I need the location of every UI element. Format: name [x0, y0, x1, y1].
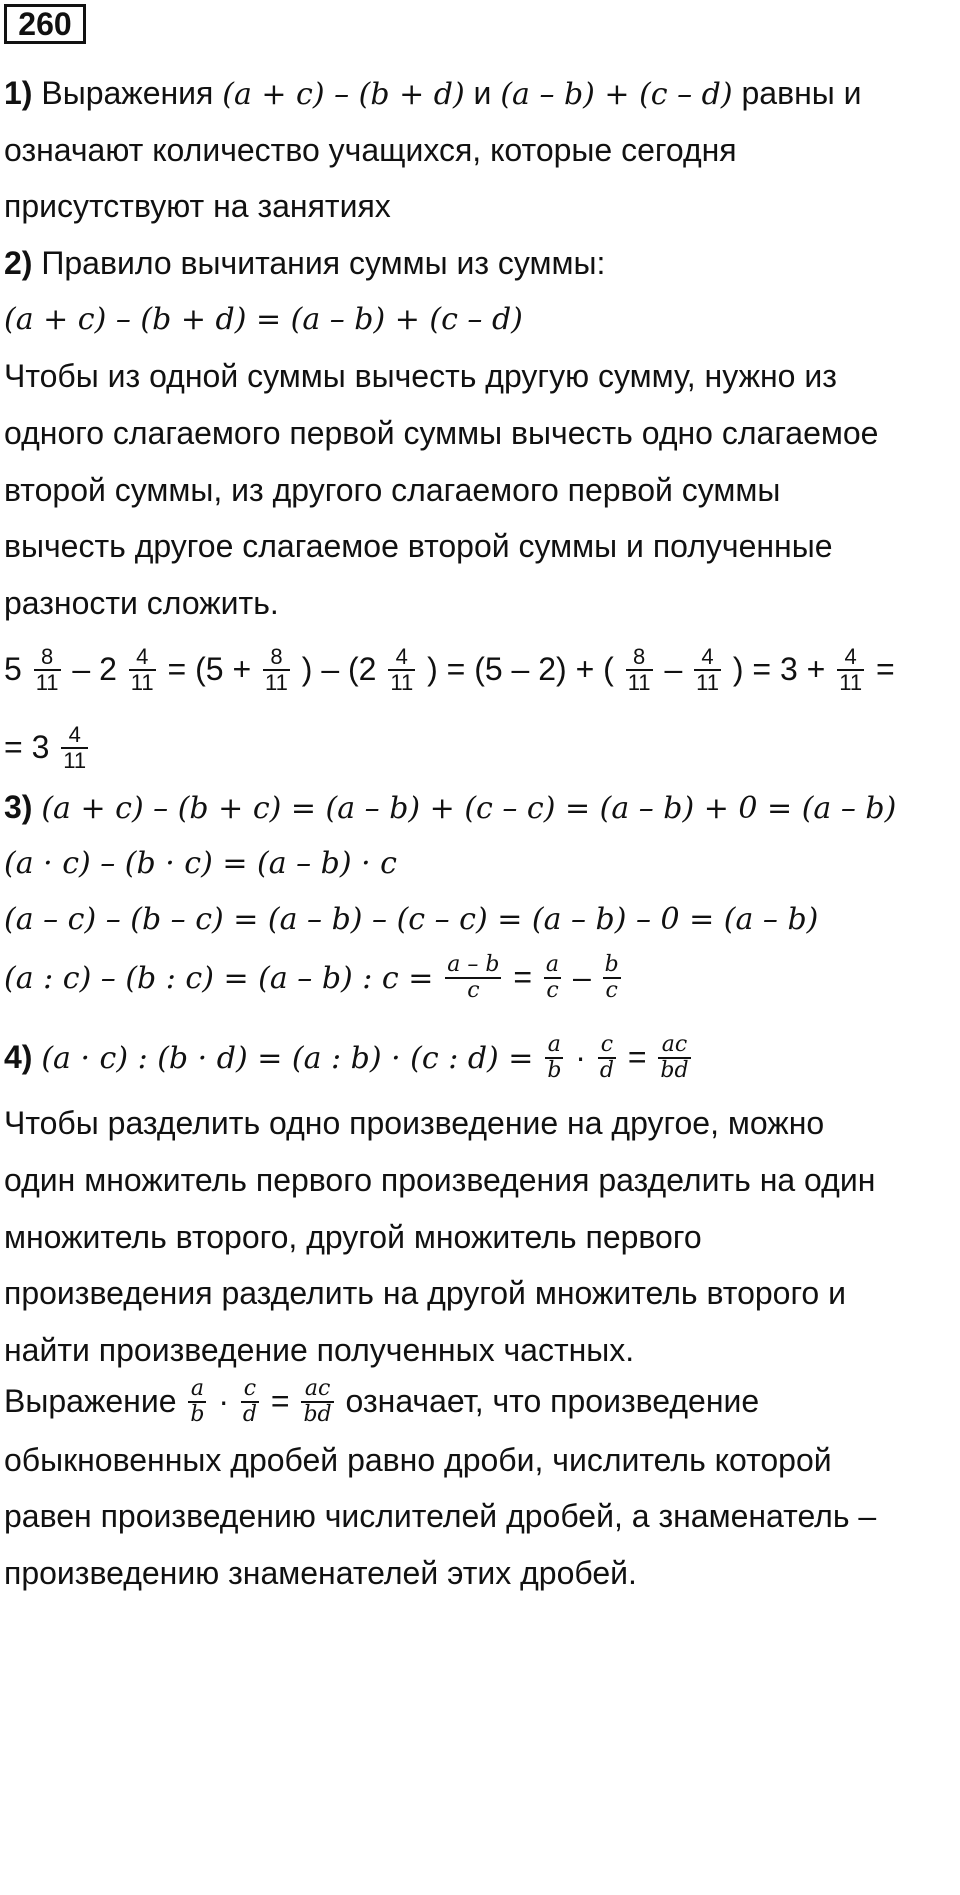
part1-expr-b: (a – b) + (c – d) — [500, 77, 733, 112]
calc-term: ) = 3 + — [732, 651, 826, 687]
part4-rule-line: произведения разделить на другой множитель второго и — [4, 1275, 846, 1311]
part1-line2: означают количество учащихся, которые сегодня — [4, 132, 737, 168]
part3-line3: (a – c) – (b – c) = (a – b) – (c – c) = (a – b) – 0 = (a – b) — [4, 902, 819, 937]
fraction: $\frac{a}{c}$ — [545, 951, 560, 1003]
fraction: $\frac{a - b}{c}$ — [447, 951, 500, 1003]
part4-expression-line — [4, 1374, 759, 1428]
part4-expr-label: Выражение — [4, 1383, 177, 1419]
part1-line3: присутствуют на занятиях — [4, 188, 391, 224]
calc-term: = — [270, 1383, 290, 1419]
part2-rule-line: Чтобы из одной суммы вычесть другую сумму, нужно из — [4, 358, 837, 394]
calc-term: = — [513, 959, 533, 995]
part4-rule-line: Чтобы разделить одно произведение на другое, можно — [4, 1105, 825, 1141]
calc-term: = (5 + — [167, 651, 252, 687]
calc-term: · — [575, 1039, 586, 1075]
calc-term: = — [875, 651, 895, 687]
fraction: $\frac{8}{11}$ — [35, 643, 59, 695]
part2-calculation — [4, 642, 895, 696]
part3-formula: (a : c) – (b : c) = (a – b) : c = — [4, 961, 434, 996]
part2-heading: Правило вычитания суммы из суммы: — [41, 245, 606, 281]
calc-term: – — [664, 651, 683, 687]
calc-term: – — [572, 959, 591, 995]
fraction: $\frac{4}{11}$ — [130, 643, 154, 695]
fraction: $\frac{ac}{bd}$ — [660, 1031, 689, 1083]
task-number: 260 — [4, 4, 86, 44]
part4-rule-line: один множитель первого произведения разделить на один — [4, 1162, 876, 1198]
fraction: $\frac{a}{b}$ — [190, 1375, 205, 1427]
part3-line4 — [4, 950, 624, 1004]
part3-line2: (a · c) – (b · c) = (a – b) · c — [4, 846, 397, 881]
part4-expr-tail: означает, что произведение — [345, 1383, 760, 1419]
fraction: $\frac{8}{11}$ — [265, 643, 288, 695]
part2-label: 2) — [4, 245, 33, 281]
calc-term: ) = (5 – 2) + ( — [427, 651, 614, 687]
fraction: $\frac{a}{b}$ — [547, 1031, 562, 1083]
part1-label: 1) — [4, 75, 33, 111]
part2-result — [4, 720, 91, 774]
part2-line1 — [4, 243, 605, 283]
fraction: $\frac{ac}{bd}$ — [303, 1375, 332, 1427]
part4-label: 4) — [4, 1039, 33, 1075]
part2-rule-line: второй суммы, из другого слагаемого первой суммы — [4, 472, 781, 508]
part1-expr-a: (a + c) – (b + d) — [222, 77, 465, 112]
part1-text: Выражения — [41, 75, 214, 111]
part4-formula: (a · c) : (b · d) = (a : b) · (c : d) = — [41, 1041, 534, 1076]
part4-rule-line: найти произведение полученных частных. — [4, 1332, 635, 1368]
part1-and: и — [473, 75, 492, 111]
fraction: $\frac{c}{d}$ — [242, 1375, 257, 1427]
part4-tail-line: обыкновенных дробей равно дроби, числитель которой — [4, 1442, 832, 1478]
fraction: $\frac{8}{11}$ — [627, 643, 651, 695]
fraction: $\frac{4}{11}$ — [390, 643, 414, 695]
part3-formula: (a + c) – (b + c) = (a – b) + (c – c) = (a – b) + 0 = (a – b) — [41, 791, 897, 826]
fraction: $\frac{4}{11}$ — [839, 643, 863, 695]
part1-line1 — [4, 73, 862, 113]
calc-term: – 2 — [72, 651, 117, 687]
part2-formula: (a + c) – (b + d) = (a – b) + (c – d) — [4, 302, 523, 337]
part2-rule-line: одного слагаемого первой суммы вычесть одно слагаемое — [4, 415, 879, 451]
part3-label: 3) — [4, 789, 33, 825]
part1-tail: равны и — [741, 75, 862, 111]
calc-term: · — [218, 1383, 230, 1419]
fraction: $\frac{c}{d}$ — [599, 1031, 614, 1083]
part4-tail-line: произведению знаменателей этих дробей. — [4, 1555, 637, 1591]
calc-term: 5 — [4, 651, 22, 687]
fraction: $\frac{b}{c}$ — [604, 951, 619, 1003]
part4-rule-line: множитель второго, другой множитель первого — [4, 1219, 702, 1255]
part3-line1 — [4, 787, 896, 827]
part4-line1 — [4, 1030, 694, 1084]
fraction: $\frac{4}{11}$ — [63, 721, 87, 773]
part2-rule-line: вычесть другое слагаемое второй суммы и полученные — [4, 528, 833, 564]
part2-rule-line: разности сложить. — [4, 585, 279, 621]
calc-term: = — [627, 1039, 647, 1075]
part4-tail-line: равен произведению числителей дробей, а знаменатель – — [4, 1498, 877, 1534]
fraction: $\frac{4}{11}$ — [696, 643, 719, 695]
calc-term: = 3 — [4, 729, 50, 765]
calc-term: ) – (2 — [301, 651, 377, 687]
